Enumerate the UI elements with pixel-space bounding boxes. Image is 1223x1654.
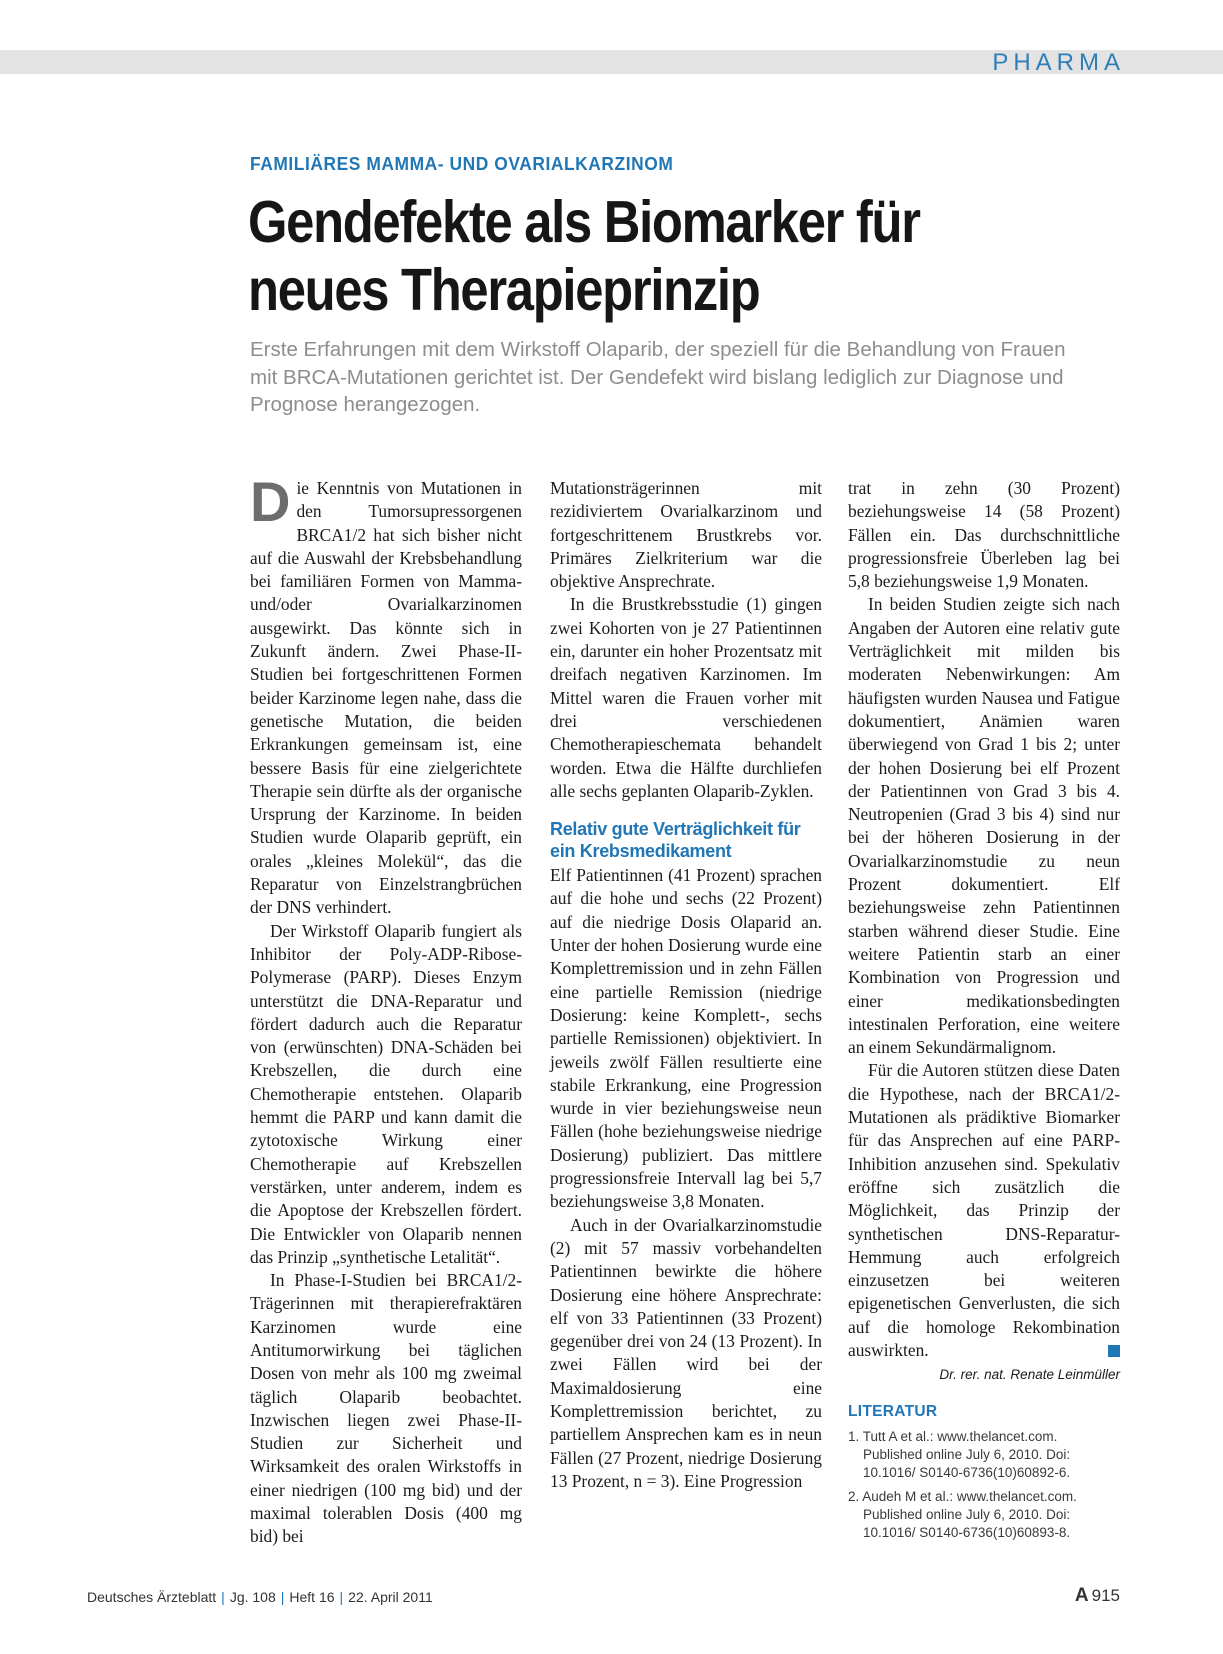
volume: Jg. 108: [229, 1589, 276, 1605]
page-number-value: 915: [1091, 1586, 1120, 1605]
title-line-2: neues Therapieprinzip: [248, 257, 760, 323]
page-number: [1075, 1585, 1120, 1607]
paragraph: [250, 470, 522, 920]
journal-name: Deutsches Ärzteblatt: [87, 1589, 217, 1605]
issue-date: 22. April 2011: [348, 1589, 433, 1605]
separator: |: [339, 1589, 344, 1605]
end-of-article-icon: [1108, 1345, 1120, 1357]
paragraph: trat in zehn (30 Prozent) beziehungsweise 14 (58 Prozent) Fällen ein. Das durchschnittliche progressionsfreie Überleben lag bei 5,8 beziehungsweise 1,9 Monaten.: [848, 478, 1120, 592]
article-title: [248, 188, 936, 324]
text-column-2: [550, 477, 822, 1493]
paragraph: In die Brustkrebsstudie (1) gingen zwei Kohorten von je 27 Patientinnen ein, darunter ein hoher Prozentsatz mit dreifach negativen Karzinomen. Im Mittel waren die Frauen vorher mit drei verschiedenen Chemotherapieschemata behandelt worden. Etwa die Hälfte durchliefen alle sechs geplanten Olaparib-Zyklen.: [550, 594, 822, 801]
reference-item: 1. Tutt A et al.: www.thelancet.com. Published online July 6, 2010. Doi: 10.1016/ S0140-6736(10)60892-6.: [848, 1428, 1071, 1480]
paragraph: [848, 1059, 1120, 1362]
paragraph-text: ie Kenntnis von Mutationen in den Tumorsupressorgenen BRCA1/2 hat sich bisher nicht auf die Auswahl der Krebsbehandlung bei familiären Formen von Mamma- und/oder Ovarialkarzinomen ausgewirkt. Das könnte sich in Zukunft ändern. Zwei Phase-II-Studien bei fortgeschrittenen Formen beider Karzinome legen nahe, dass die genetische Mutation, die beiden Erkrankungen gemeinsam ist, eine bessere Basis für eine zielgerichtete Therapie sein dürfte als der organische Ursprung der Karzinome. In beiden Studien wurde Olaparib geprüft, ein orales „kleines Molekül“, das die Reparatur von Einzelstrangbrüchen der DNS verhindert.: [250, 478, 522, 918]
paragraph: Elf Patientinnen (41 Prozent) sprachen auf die hohe und sechs (22 Prozent) auf die niedrige Dosis Olaparid an. Unter der hohen Dosierung wurde eine Komplettremission und in zehn Fällen eine partielle Remission (niedrige Dosierung: keine Komplett-, sechs partielle Remissionen) objektiviert. In jeweils zwölf Fällen resultierte eine stabile Erkrankung, eine Progression wurde in vier beziehungsweise neun Fällen (hohe beziehungsweise niedrige Dosierung) publiziert. Das mittlere progressionsfreie Intervall lag bei 5,7 beziehungsweise 3,8 Monaten.: [550, 865, 822, 1212]
literature-heading: LITERATUR: [848, 1403, 938, 1421]
paragraph: Auch in der Ovarialkarzinomstudie (2) mit 57 massiv vorbehandelten Patientinnen bewirkte die höhere Dosierung eine höhere Ansprechrate: elf von 33 Patientinnen (33 Prozent) gegenüber drei von 24 (13 Prozent). In zwei Fällen wird bei der Maximaldosierung eine Komplettremission berichtet, zu partiellem Ansprechen kam es in neun Fällen (27 Prozent, niedrige Dosierung 13 Prozent, n = 3). Eine Progression: [550, 1214, 822, 1491]
author-byline: Dr. rer. nat. Renate Leinmüller: [939, 1367, 1120, 1383]
article-lead: Erste Erfahrungen mit dem Wirkstoff Olaparib, der speziell für die Behandlung von Frauen mit BRCA-Mutationen gerichtet ist. Der Gendefekt wird bislang lediglich zur Diagnose und Prognose herangezogen.: [250, 338, 1066, 416]
footer-citation: [87, 1589, 433, 1605]
paragraph: Der Wirkstoff Olaparib fungiert als Inhibitor der Poly-ADP-Ribose-Polymerase (PARP). Dieses Enzym unterstützt die DNA-Reparatur und fördert dadurch auch die Reparatur von (erwünschten) DNA-Schäden bei Krebszellen, die durch eine Chemotherapie entstehen. Olaparib hemmt die PARP und kann damit die zytotoxische Wirkung einer Chemotherapie auf Krebszellen verstärken, unter anderem, indem es die Apoptose der Krebszellen fördert. Die Entwickler von Olaparib nennen das Prinzip „synthetische Letalität“.: [250, 920, 522, 1267]
paragraph: In Phase-I-Studien bei BRCA1/2-Trägerinnen mit therapierefraktären Karzinomen wurde eine Antitumorwirkung bei täglichen Dosen von mehr als 100 mg zweimal täglich Olaparib beobachtet. Inzwischen liegen zwei Phase-II-Studien zur Sicherheit und Wirksamkeit des oralen Wirkstoffs in einer niedrigen (100 mg bid) und der maximal tolerablen Dosis (400 mg bid) bei: [250, 1270, 522, 1547]
title-line-1: Gendefekte als Biomarker für: [248, 189, 920, 255]
page-prefix: A: [1074, 1585, 1089, 1606]
article-kicker: FAMILIÄRES MAMMA- UND OVARIALKARZINOM: [250, 153, 674, 174]
text-column-1: [250, 470, 522, 1549]
paragraph: In beiden Studien zeigte sich nach Angaben der Autoren eine relativ gute Verträglichkeit mit milden bis moderaten Nebenwirkungen: Am häufigsten wurden Nausea und Fatigue dokumentiert, Anämien waren überwiegend von Grad 1 bis 2; unter der hohen Dosierung bei elf Prozent der Patientinnen von Grad 3 bis 4. Neutropenien (Grad 3 bis 4) sind nur bei der höheren Dosierung in der Ovarialkarzinomstudie zu neun Prozent dokumentiert. Elf beziehungsweise zehn Patientinnen starben während dieser Studie. Eine weitere Patientin starb an einer Kombination von Progression und einer medikationsbedingten intestinalen Perforation, eine weitere an einem Sekundärmalignom.: [848, 594, 1120, 1058]
issue: Heft 16: [289, 1589, 335, 1605]
section-label: PHARMA: [992, 49, 1125, 76]
text-column-3: [848, 477, 1120, 1548]
separator: |: [280, 1589, 285, 1605]
subheading: Relativ gute Verträglichkeit für ein Krebsmedikament: [550, 819, 801, 862]
separator: |: [221, 1589, 225, 1605]
paragraph-text: Für die Autoren stützen diese Daten die Hypothese, nach der BRCA1/2-Mutationen als prädiktive Biomarker für das Ansprechen auf eine PARP-Inhibition anzusehen sind. Spekulativ eröffne sich zusätzlich die Möglichkeit, das Prinzip der synthetischen DNS-Reparatur-Hemmung auch erfolgreich einzusetzen bei weiteren epigenetischen Genverlusten, die sich auf die homologe Rekombination auswirkten.: [848, 1060, 1120, 1360]
paragraph: Mutationsträgerinnen mit rezidiviertem Ovarialkarzinom und fortgeschrittenem Brustkrebs vor. Primäres Zielkriterium war die objektive Ansprechrate.: [550, 478, 822, 592]
reference-item: 2. Audeh M et al.: www.thelancet.com. Published online July 6, 2010. Doi: 10.1016/ S0140-6736(10)60893-8.: [848, 1488, 1077, 1540]
drop-cap: D: [250, 470, 291, 533]
